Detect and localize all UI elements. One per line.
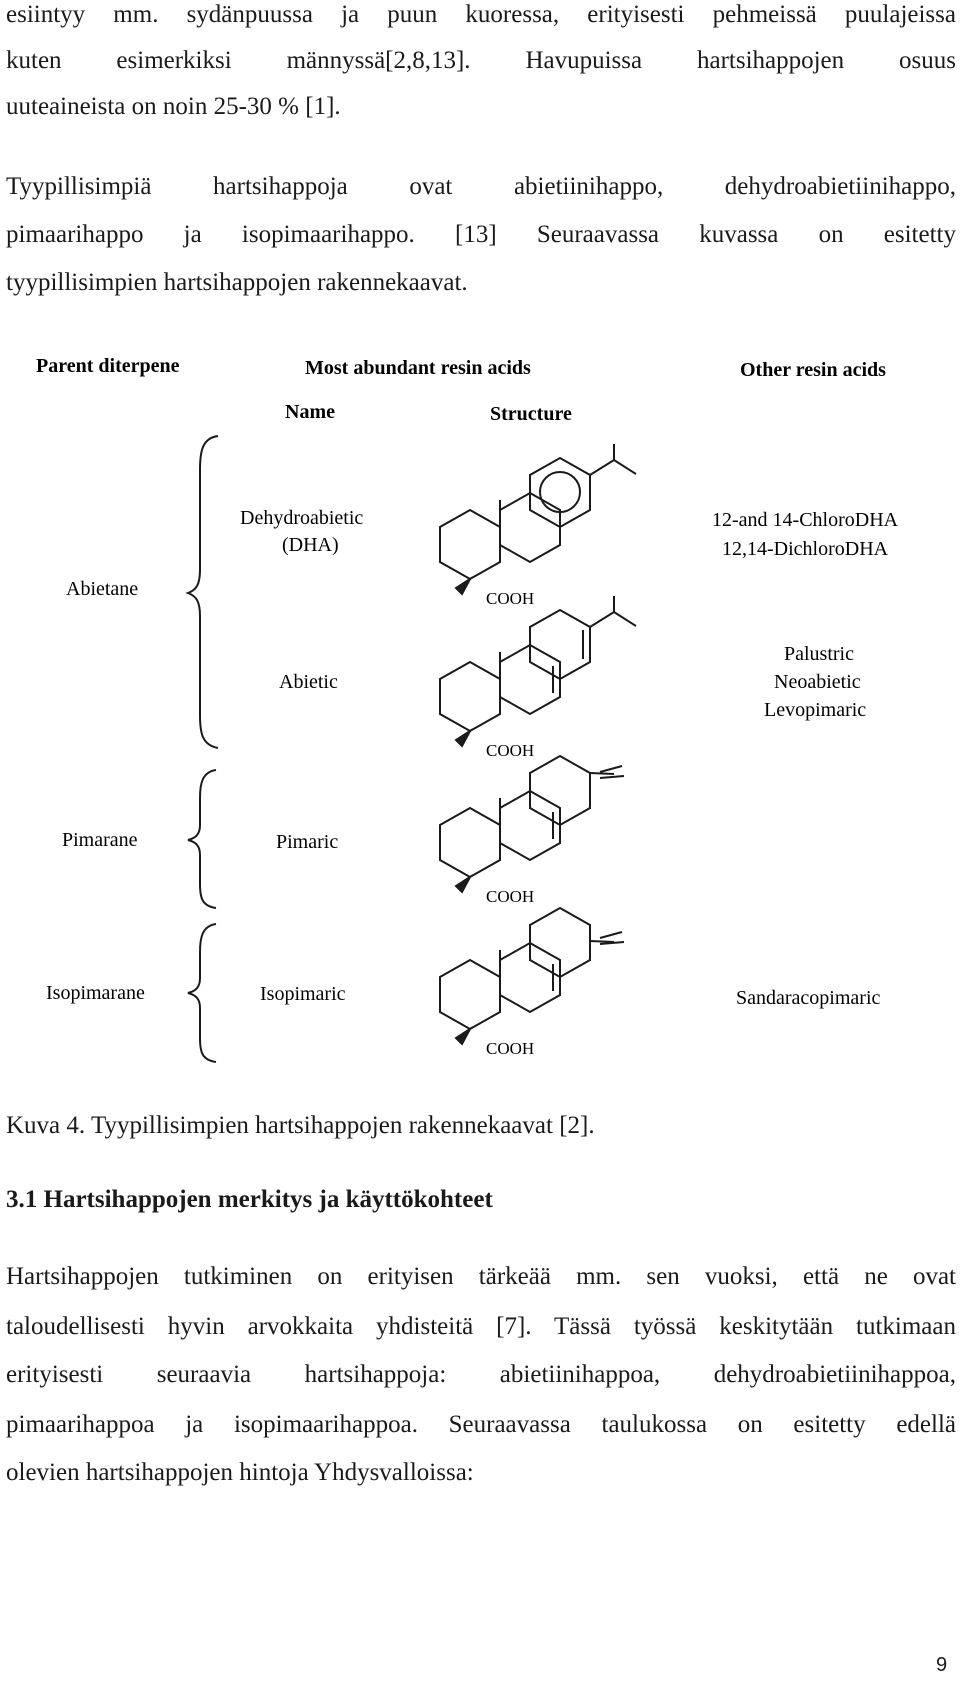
structure-dehydroabietic [440,444,636,594]
brace-abietane [188,436,218,748]
other-sandaracopimaric: Sandaracopimaric [736,987,881,1009]
cooh-label: COOH [486,589,535,608]
name-isopimaric: Isopimaric [260,983,346,1005]
subheader-structure: Structure [490,403,572,425]
parent-pimarane: Pimarane [62,829,138,851]
header-most-abundant: Most abundant resin acids [305,357,531,379]
paragraph-line: pimaarihappoa ja isopimaarihappoa. Seuraavassa taulukossa on esitetty edellä [6,1411,956,1438]
cooh-label: COOH [486,887,535,906]
name-pimaric: Pimaric [276,831,339,853]
other-neoabietic: Neoabietic [774,671,861,693]
paragraph-line: uuteaineista on noin 25-30 % [1]. [6,93,341,120]
paragraph-line: Hartsihappojen tutkiminen on erityisen tärkeää mm. sen vuoksi, että ne ovat [6,1263,956,1290]
other-levopimaric: Levopimaric [764,699,867,721]
name-dha-abbrev: (DHA) [282,534,339,556]
paragraph-line: olevien hartsihappojen hintoja Yhdysvalloissa: [6,1459,474,1486]
paragraph-line: pimaarihappo ja isopimaarihappo. [13] Seuraavassa kuvassa on esitetty [6,221,956,248]
paragraph-line: erityisesti seuraavia hartsihappoja: abietiinihappoa, dehydroabietiinihappoa, [6,1361,956,1388]
cooh-label: COOH [486,1039,535,1058]
structure-isopimaric [440,908,624,1044]
structure-abietic [440,596,636,746]
page-number: 9 [936,1654,948,1676]
header-parent-diterpene: Parent diterpene [36,355,180,377]
paragraph-line: tyypillisimpien hartsihappojen rakennekaavat. [6,269,468,296]
other-palustric: Palustric [784,643,854,665]
section-heading: 3.1 Hartsihappojen merkitys ja käyttökohteet [6,1186,493,1213]
paragraph-line: esiintyy mm. sydänpuussa ja puun kuoressa, erityisesti pehmeissä puulajeissa [6,1,956,28]
other-chloro-dha: 12-and 14-ChloroDHA [712,509,899,531]
subheader-name: Name [285,401,335,423]
resin-acid-structure-figure [0,340,960,1070]
name-dehydroabietic: Dehydroabietic [240,507,364,529]
name-abietic: Abietic [279,671,338,693]
brace-pimarane [188,770,216,908]
parent-isopimarane: Isopimarane [46,982,145,1004]
paragraph-line: Tyypillisimpiä hartsihappoja ovat abietiinihappo, dehydroabietiinihappo, [6,173,956,200]
structure-pimaric [440,756,624,892]
paragraph-line: taloudellisesti hyvin arvokkaita yhdisteitä [7]. Tässä työssä keskitytään tutkimaan [6,1313,956,1340]
brace-isopimarane [188,924,216,1062]
other-dichloro-dha: 12,14-DichloroDHA [722,538,889,560]
cooh-label: COOH [486,741,535,760]
paragraph-line: kuten esimerkiksi männyssä[2,8,13]. Havupuissa hartsihappojen osuus [6,47,956,74]
header-other-resin-acids: Other resin acids [740,359,886,381]
figure-caption: Kuva 4. Tyypillisimpien hartsihappojen rakennekaavat [2]. [6,1112,595,1139]
parent-abietane: Abietane [66,578,139,600]
